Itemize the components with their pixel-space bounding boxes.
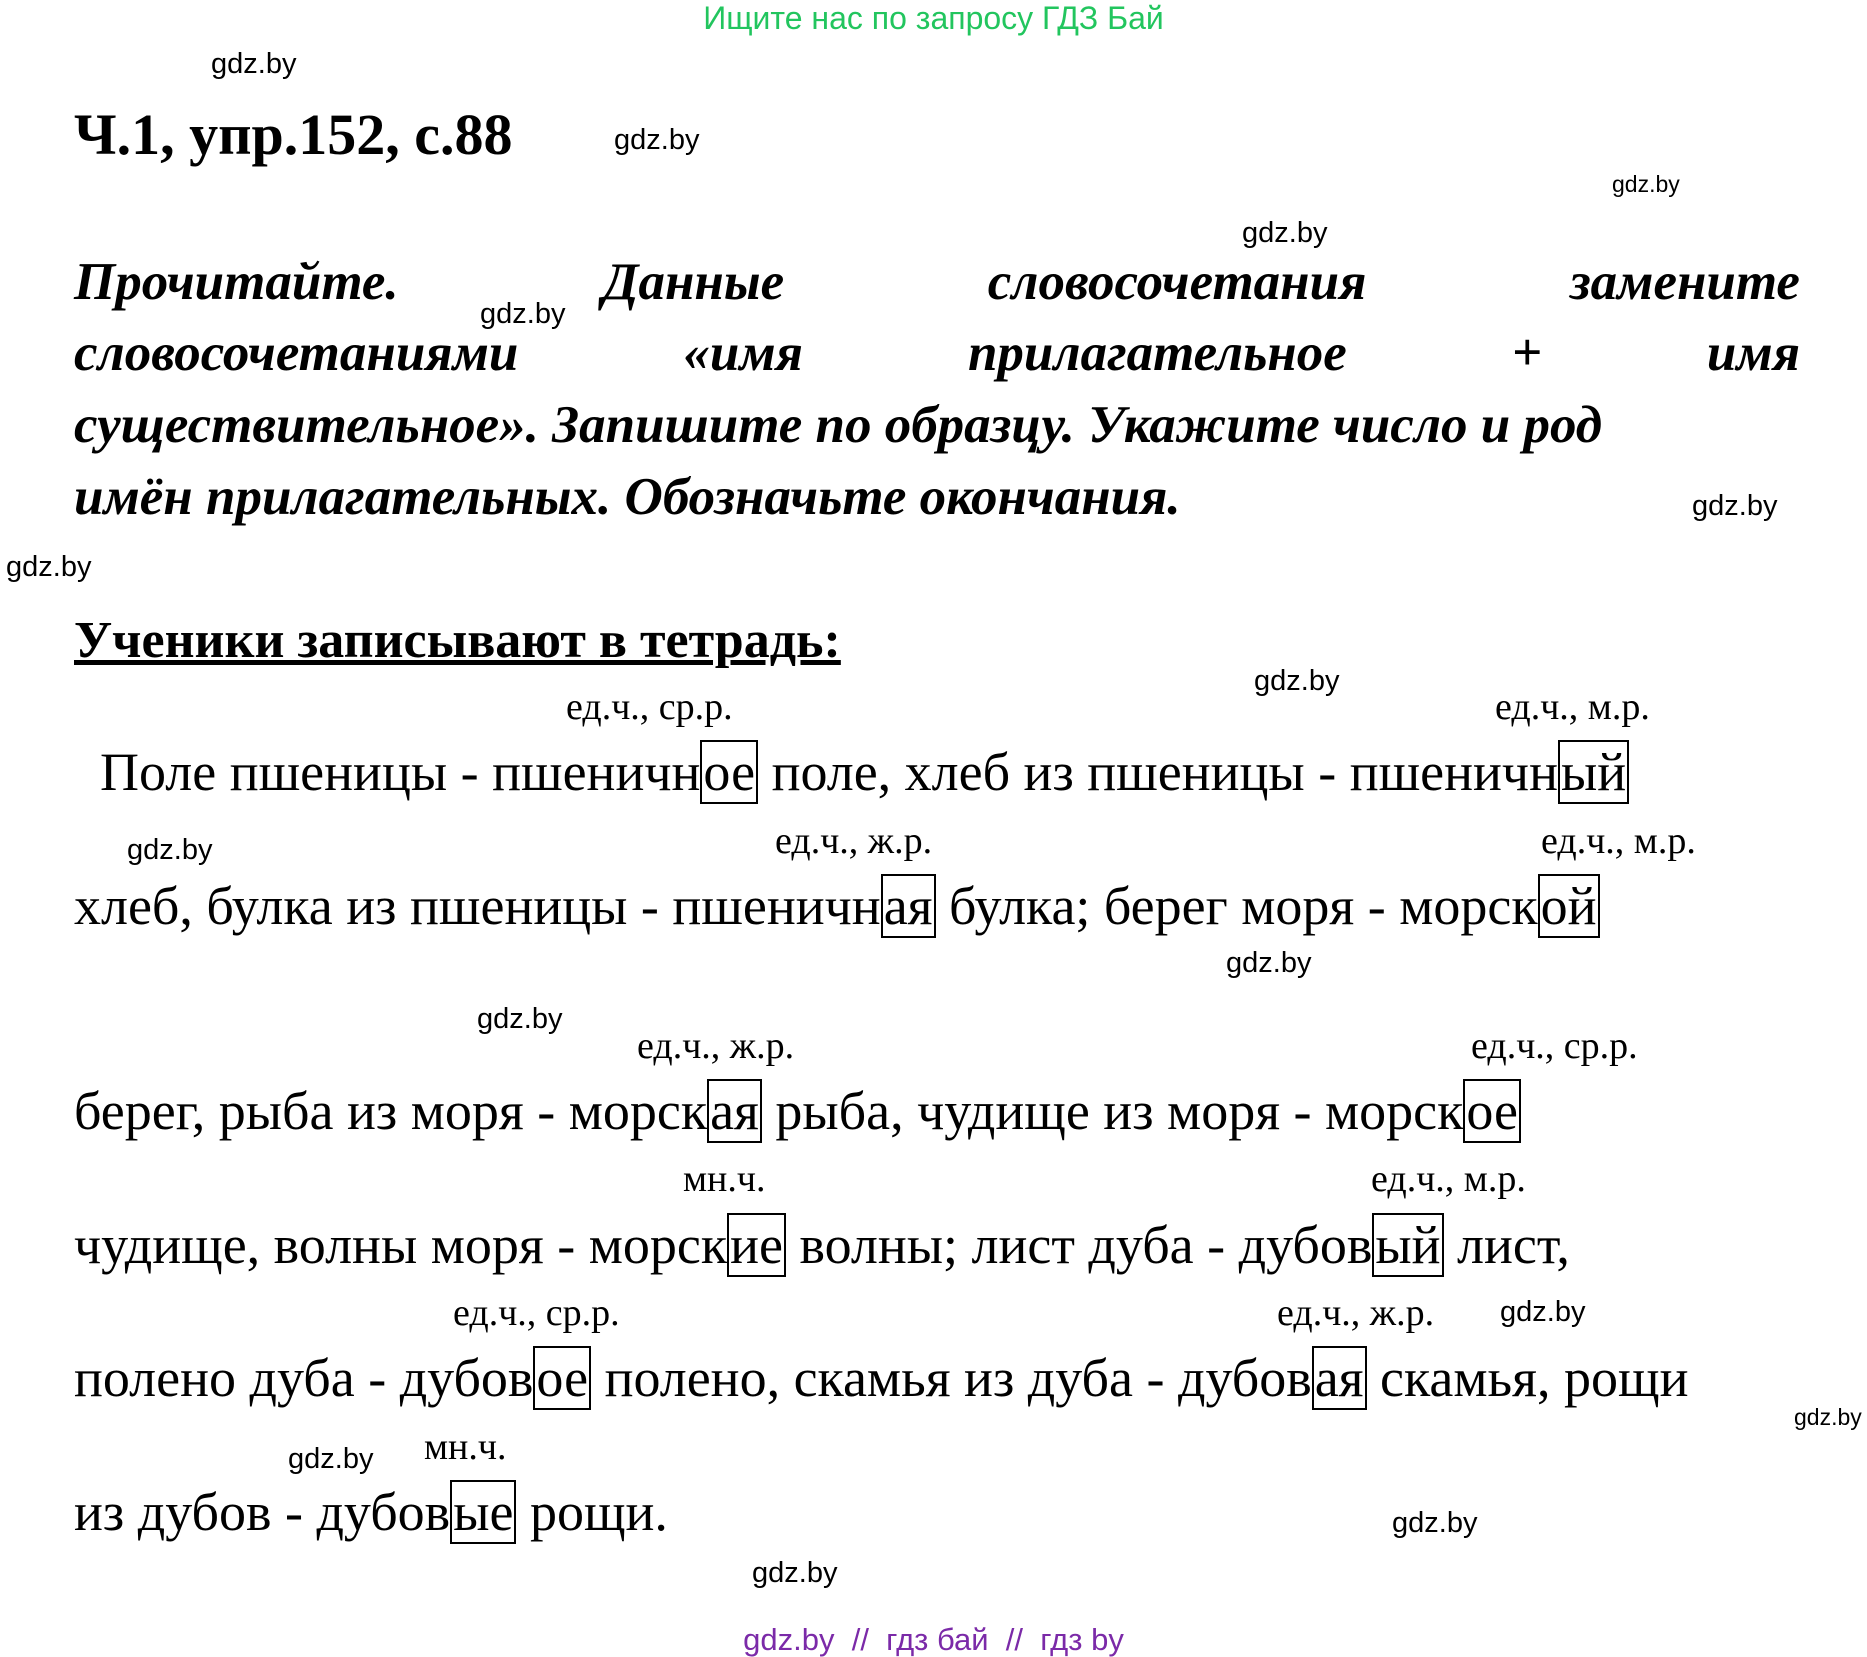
grammar-note: ед.ч., ср.р. bbox=[1471, 1025, 1638, 1067]
grammar-note: ед.ч., ж.р. bbox=[775, 820, 933, 862]
watermark: gdz.by bbox=[211, 48, 297, 80]
task-line-3: существительное». Запишите по образцу. Укажите число и род bbox=[74, 396, 1603, 454]
ending-box: ый bbox=[1558, 740, 1629, 804]
task-word: «имя bbox=[683, 324, 803, 382]
grammar-note: ед.ч., ср.р. bbox=[566, 686, 733, 728]
ending-box: ое bbox=[1463, 1079, 1521, 1143]
task-word: прилагательное bbox=[967, 324, 1347, 382]
answer-text: поле, хлеб из пшеницы - пшеничн bbox=[758, 742, 1558, 802]
ending-box: ое bbox=[700, 740, 758, 804]
footer-links: gdz.by // гдз бай // гдз by bbox=[743, 1622, 1124, 1657]
grammar-note: ед.ч., м.р. bbox=[1495, 686, 1650, 728]
watermark: gdz.by bbox=[477, 1003, 563, 1035]
task-word: замените bbox=[1570, 253, 1800, 311]
watermark: gdz.by bbox=[1254, 665, 1340, 697]
watermark: gdz.by bbox=[1794, 1404, 1862, 1430]
answer-text: рыба, чудище из моря - морск bbox=[761, 1081, 1464, 1141]
ending-box: ая bbox=[881, 874, 936, 938]
ending-box: ой bbox=[1538, 874, 1600, 938]
watermark: gdz.by bbox=[1226, 947, 1312, 979]
answer-text: лист, bbox=[1443, 1215, 1570, 1275]
answer-text: волны; лист дуба - дубов bbox=[785, 1215, 1373, 1275]
watermark: gdz.by bbox=[1242, 217, 1328, 249]
watermark: gdz.by bbox=[127, 834, 213, 866]
search-banner: Ищите нас по запросу ГДЗ Бай bbox=[703, 0, 1164, 36]
page-title: Ч.1, упр.152, с.88 bbox=[74, 102, 513, 167]
ending-box: ая bbox=[1312, 1346, 1367, 1410]
answer-text: чудище, волны моря - морск bbox=[74, 1215, 728, 1275]
grammar-note: ед.ч., м.р. bbox=[1371, 1158, 1526, 1200]
grammar-note: ед.ч., ж.р. bbox=[1277, 1292, 1435, 1334]
grammar-note: мн.ч. bbox=[683, 1158, 766, 1200]
answer-line-3 bbox=[74, 1081, 1521, 1141]
watermark: gdz.by bbox=[614, 124, 700, 156]
grammar-note: ед.ч., м.р. bbox=[1541, 820, 1696, 862]
grammar-note: ед.ч., ж.р. bbox=[637, 1025, 795, 1067]
answer-line-6 bbox=[74, 1482, 668, 1542]
answer-text: Поле пшеницы - пшеничн bbox=[100, 742, 701, 802]
answer-text: булка; берег моря - морск bbox=[935, 876, 1538, 936]
watermark: gdz.by bbox=[1692, 490, 1778, 522]
task-word: имя bbox=[1706, 324, 1800, 382]
ending-box: ие bbox=[727, 1213, 786, 1277]
task-word: Данные bbox=[602, 253, 785, 311]
watermark: gdz.by bbox=[1500, 1296, 1586, 1328]
answer-line-5 bbox=[74, 1348, 1689, 1408]
grammar-note: мн.ч. bbox=[424, 1426, 507, 1468]
answer-text: рощи. bbox=[516, 1482, 668, 1542]
task-line-1 bbox=[74, 252, 1800, 312]
answer-text: из дубов - дубов bbox=[74, 1482, 451, 1542]
watermark: gdz.by bbox=[1612, 171, 1680, 197]
answer-text: хлеб, булка из пшеницы - пшеничн bbox=[74, 876, 881, 936]
subheading: Ученики записывают в тетрадь: bbox=[74, 612, 841, 669]
watermark: gdz.by bbox=[6, 551, 92, 583]
answer-line-1 bbox=[100, 742, 1629, 802]
watermark: gdz.by bbox=[288, 1443, 374, 1475]
answer-text: полено дуба - дубов bbox=[74, 1348, 534, 1408]
task-word: словосочетания bbox=[987, 253, 1367, 311]
ending-box: ый bbox=[1372, 1213, 1443, 1277]
ending-box: ые bbox=[450, 1480, 516, 1544]
answer-line-4 bbox=[74, 1215, 1570, 1275]
watermark: gdz.by bbox=[1392, 1507, 1478, 1539]
watermark: gdz.by bbox=[752, 1557, 838, 1589]
task-line-2 bbox=[74, 323, 1800, 383]
answer-line-2 bbox=[74, 876, 1600, 936]
answer-text: полено, скамья из дуба - дубов bbox=[591, 1348, 1312, 1408]
task-word: + bbox=[1511, 324, 1542, 382]
watermark: gdz.by bbox=[480, 298, 566, 330]
task-line-4: имён прилагательных. Обозначьте окончания. bbox=[74, 468, 1181, 526]
grammar-note: ед.ч., ср.р. bbox=[453, 1292, 620, 1334]
task-word: Прочитайте. bbox=[74, 253, 399, 311]
task-word: словосочетаниями bbox=[74, 324, 519, 382]
ending-box: ое bbox=[533, 1346, 591, 1410]
answer-text: скамья, рощи bbox=[1366, 1348, 1689, 1408]
answer-text: берег, рыба из моря - морск bbox=[74, 1081, 708, 1141]
ending-box: ая bbox=[707, 1079, 762, 1143]
